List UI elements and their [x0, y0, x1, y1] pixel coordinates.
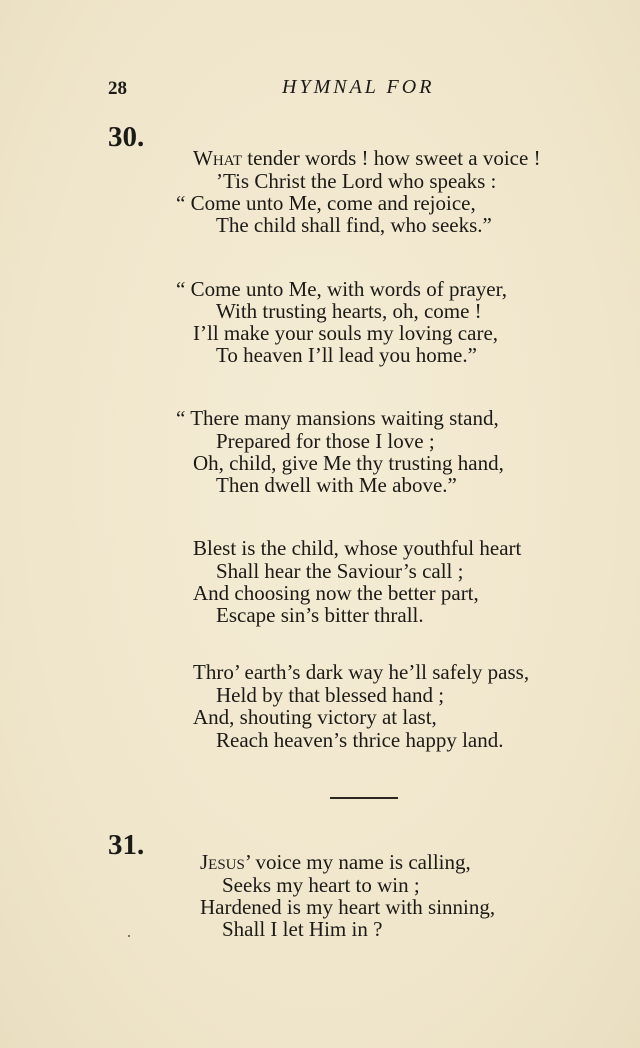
verse-line: Prepared for those I love ;: [216, 429, 435, 453]
verse-line: Reach heaven’s thrice happy land.: [216, 728, 504, 752]
verse-line: And, shouting victory at last,: [193, 705, 437, 729]
verse-line: Blest is the child, whose youthful heart: [193, 536, 522, 560]
verse-line: “ Come unto Me, with words of prayer,: [176, 277, 508, 301]
verse-line: Hardened is my heart with sinning,: [200, 895, 496, 919]
verse-line-rest: ’ voice my name is calling,: [244, 850, 471, 874]
verse-line: “ Come unto Me, come and rejoice,: [176, 191, 476, 215]
verse-line: And choosing now the better part,: [193, 581, 479, 605]
verse-line: [200, 852, 471, 873]
running-title: HYMNAL FOR: [282, 76, 435, 98]
verse-line: Held by that blessed hand ;: [216, 683, 445, 707]
verse-line: ’Tis Christ the Lord who speaks :: [216, 169, 497, 193]
print-speck: [128, 935, 130, 937]
opening-word: Jesus: [200, 850, 245, 874]
verse-line: Thro’ earth’s dark way he’ll safely pass,: [193, 660, 530, 684]
verse-line-rest: tender words ! how sweet a voice !: [242, 146, 541, 170]
verse-line: Shall hear the Saviour’s call ;: [216, 559, 464, 583]
verse-line: “ There many mansions waiting stand,: [176, 406, 499, 430]
verse-line: Then dwell with Me above.”: [216, 473, 457, 497]
verse-line: [193, 148, 541, 169]
section-divider: [330, 797, 398, 799]
verse-line: Seeks my heart to win ;: [222, 873, 420, 897]
verse-line: Escape sin’s bitter thrall.: [216, 603, 424, 627]
page-number: 28: [108, 78, 127, 99]
hymn-number: 30.: [108, 121, 145, 153]
hymn-number: 31.: [108, 829, 145, 861]
verse-line: To heaven I’ll lead you home.”: [216, 343, 477, 367]
verse-line: I’ll make your souls my loving care,: [193, 321, 499, 345]
verse-line: Shall I let Him in ?: [222, 917, 383, 941]
verse-line: Oh, child, give Me thy trusting hand,: [193, 451, 504, 475]
verse-line: The child shall find, who seeks.”: [216, 213, 492, 237]
verse-line: With trusting hearts, oh, come !: [216, 299, 482, 323]
opening-word: What: [193, 146, 242, 170]
